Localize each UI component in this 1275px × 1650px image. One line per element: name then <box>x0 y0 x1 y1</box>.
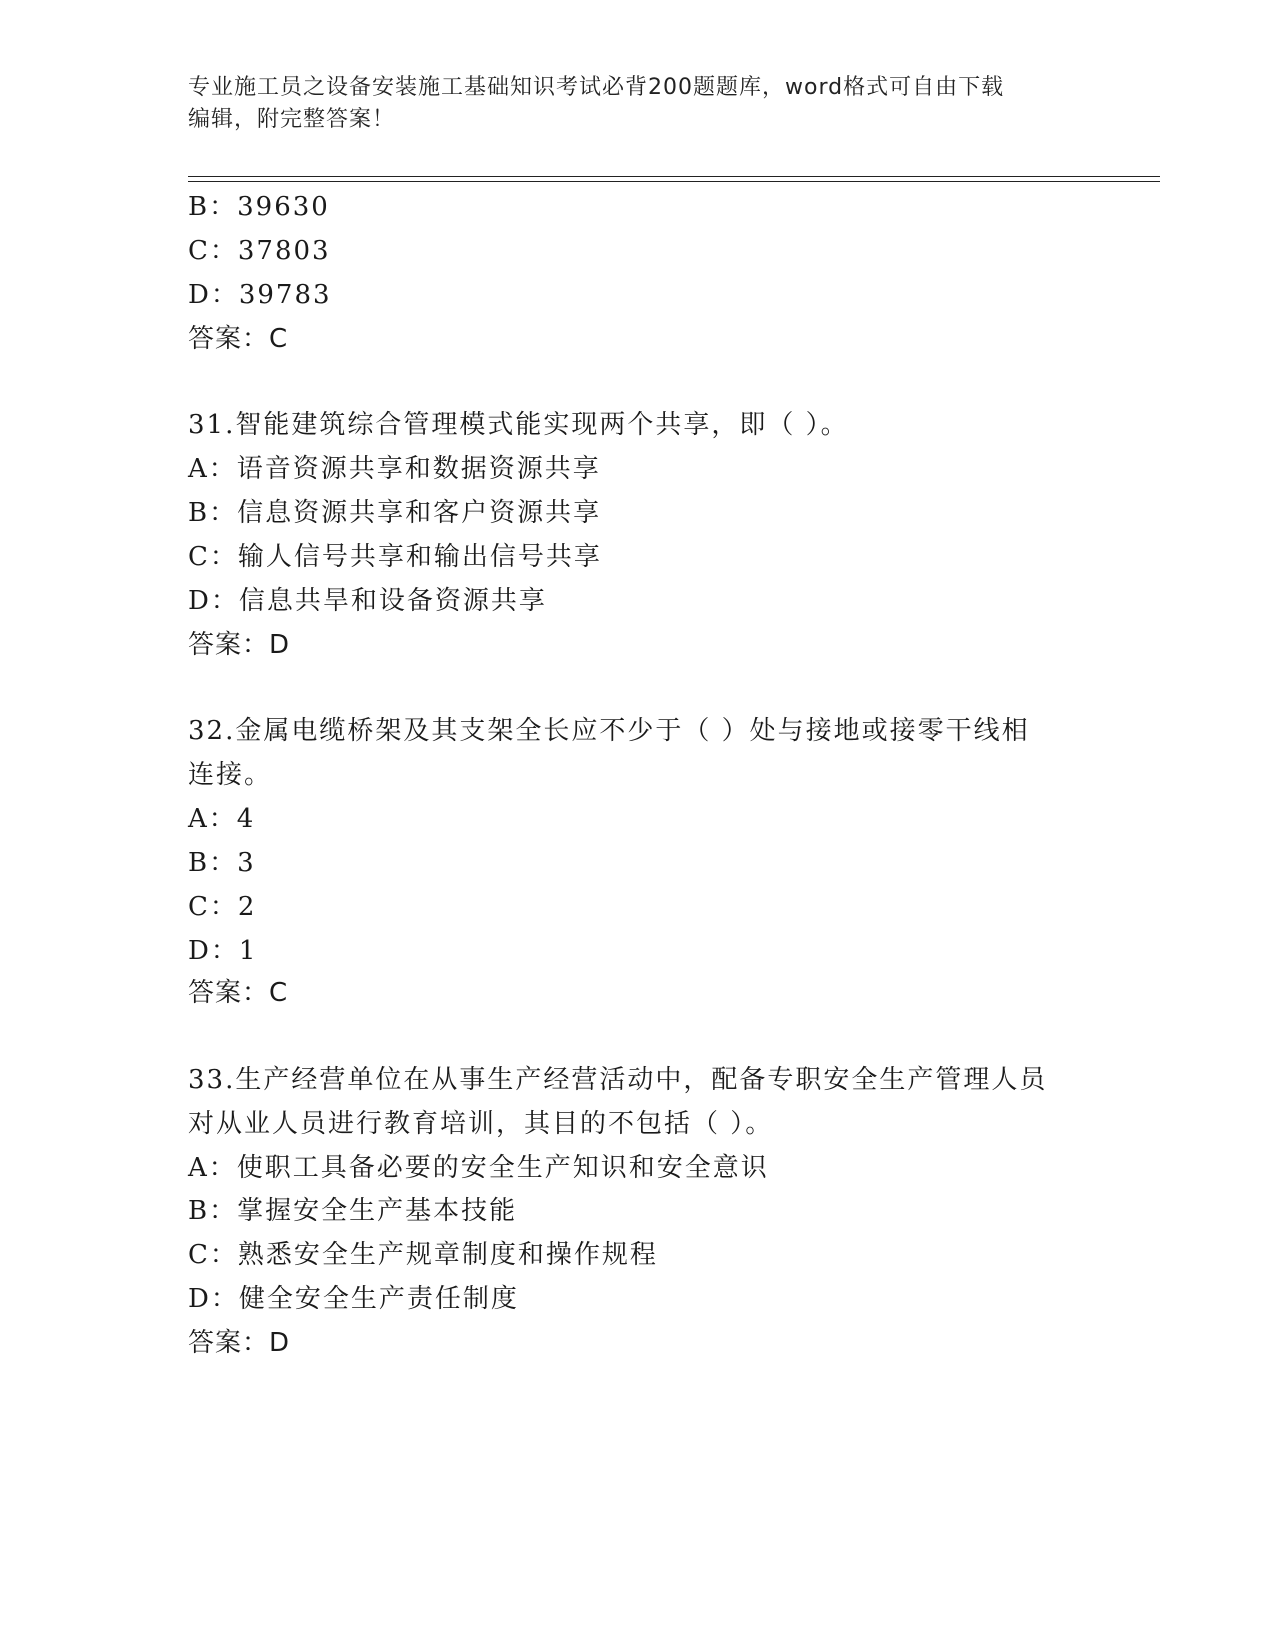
q33-option-a: A：使职工具备必要的安全生产知识和安全意识 <box>188 1153 769 1183</box>
q32-option-d: D：1 <box>188 936 258 966</box>
q31-stem: 31.智能建筑综合管理模式能实现两个共享，即（ ）。 <box>188 410 849 440</box>
q31-answer: 答案：D <box>188 630 291 660</box>
q32-stem-line-2: 连接。 <box>188 760 273 790</box>
q32-stem-line-1: 32.金属电缆桥架及其支架全长应不少于（ ）处与接地或接零干线相 <box>188 716 1030 746</box>
q32-answer: 答案：C <box>188 978 289 1008</box>
q33-stem-line-1: 33.生产经营单位在从事生产经营活动中，配备专职安全生产管理人员 <box>188 1065 1048 1095</box>
prev-answer: 答案：C <box>188 324 289 354</box>
q32-option-c: C：2 <box>188 892 257 922</box>
q31-option-a: A：语音资源共享和数据资源共享 <box>188 454 601 484</box>
prev-option-c: C：37803 <box>188 236 331 266</box>
q32-option-b: B：3 <box>188 848 256 878</box>
document-header <box>188 72 1088 136</box>
header-divider-top <box>188 176 1160 177</box>
header-line-2: 编辑，附完整答案！ <box>188 107 396 132</box>
prev-option-d: D：39783 <box>188 280 332 310</box>
q32-option-a: A：4 <box>188 804 256 834</box>
q33-option-c: C：熟悉安全生产规章制度和操作规程 <box>188 1240 658 1270</box>
q33-stem-line-2: 对从业人员进行教育培训，其目的不包括（ ）。 <box>188 1109 774 1139</box>
q33-option-b: B：掌握安全生产基本技能 <box>188 1196 518 1226</box>
q33-option-d: D：健全安全生产责任制度 <box>188 1284 519 1314</box>
q31-option-c: C：输人信号共享和输出信号共享 <box>188 542 602 572</box>
q33-answer: 答案：D <box>188 1328 291 1358</box>
q31-option-d: D：信息共旱和设备资源共享 <box>188 586 547 616</box>
header-line-1: 专业施工员之设备安装施工基础知识考试必背200题题库，word格式可自由下载 <box>188 75 1005 100</box>
q31-option-b: B：信息资源共享和客户资源共享 <box>188 498 602 528</box>
header-divider-bottom <box>188 181 1160 182</box>
prev-option-b: B：39630 <box>188 192 330 222</box>
